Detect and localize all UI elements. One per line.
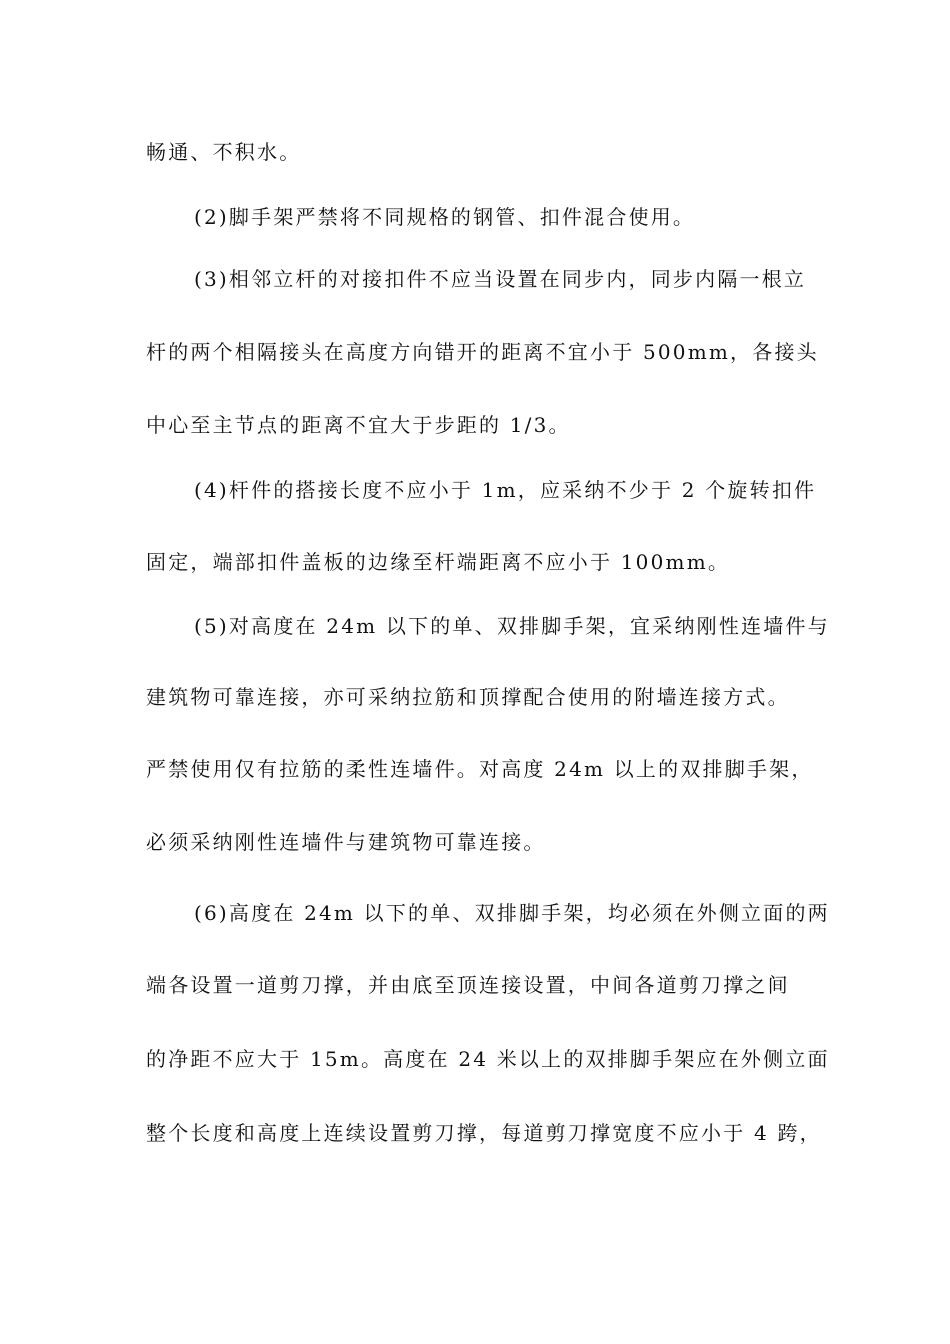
text-line-15: 整个长度和高度上连续设置剪刀撑，每道剪刀撑宽度不应小于 4 跨， <box>146 1121 822 1145</box>
text-line-13: 端各设置一道剪刀撑，并由底至顶连接设置，中间各道剪刀撑之间 <box>146 973 790 997</box>
text-line-4: 杆的两个相隔接头在高度方向错开的距离不宜小于 500mm，各接头 <box>146 340 819 364</box>
text-line-3: (3)相邻立杆的对接扣件不应当设置在同步内，同步内隔一根立 <box>194 267 807 291</box>
text-line-11: 必须采纳刚性连墙件与建筑物可靠连接。 <box>146 830 546 854</box>
text-line-14: 的净距不应大于 15m。高度在 24 米以上的双排脚手架应在外侧立面 <box>146 1047 830 1071</box>
text-line-7: 固定，端部扣件盖板的边缘至杆端距离不应小于 100mm。 <box>146 550 731 574</box>
text-line-2: (2)脚手架严禁将不同规格的钢管、扣件混合使用。 <box>194 205 696 229</box>
text-line-10: 严禁使用仅有拉筋的柔性连墙件。对高度 24m 以上的双排脚手架， <box>146 757 814 781</box>
text-line-1: 畅通、不积水。 <box>146 140 302 164</box>
text-line-8: (5)对高度在 24m 以下的单、双排脚手架，宜采纳刚性连墙件与 <box>194 614 830 638</box>
text-line-6: (4)杆件的搭接长度不应小于 1m，应采纳不少于 2 个旋转扣件 <box>194 478 817 502</box>
text-line-12: (6)高度在 24m 以下的单、双排脚手架，均必须在外侧立面的两 <box>194 901 830 925</box>
text-line-9: 建筑物可靠连接，亦可采纳拉筋和顶撑配合使用的附墙连接方式。 <box>146 685 790 709</box>
text-line-5: 中心至主节点的距离不宜大于步距的 1/3。 <box>146 413 571 437</box>
